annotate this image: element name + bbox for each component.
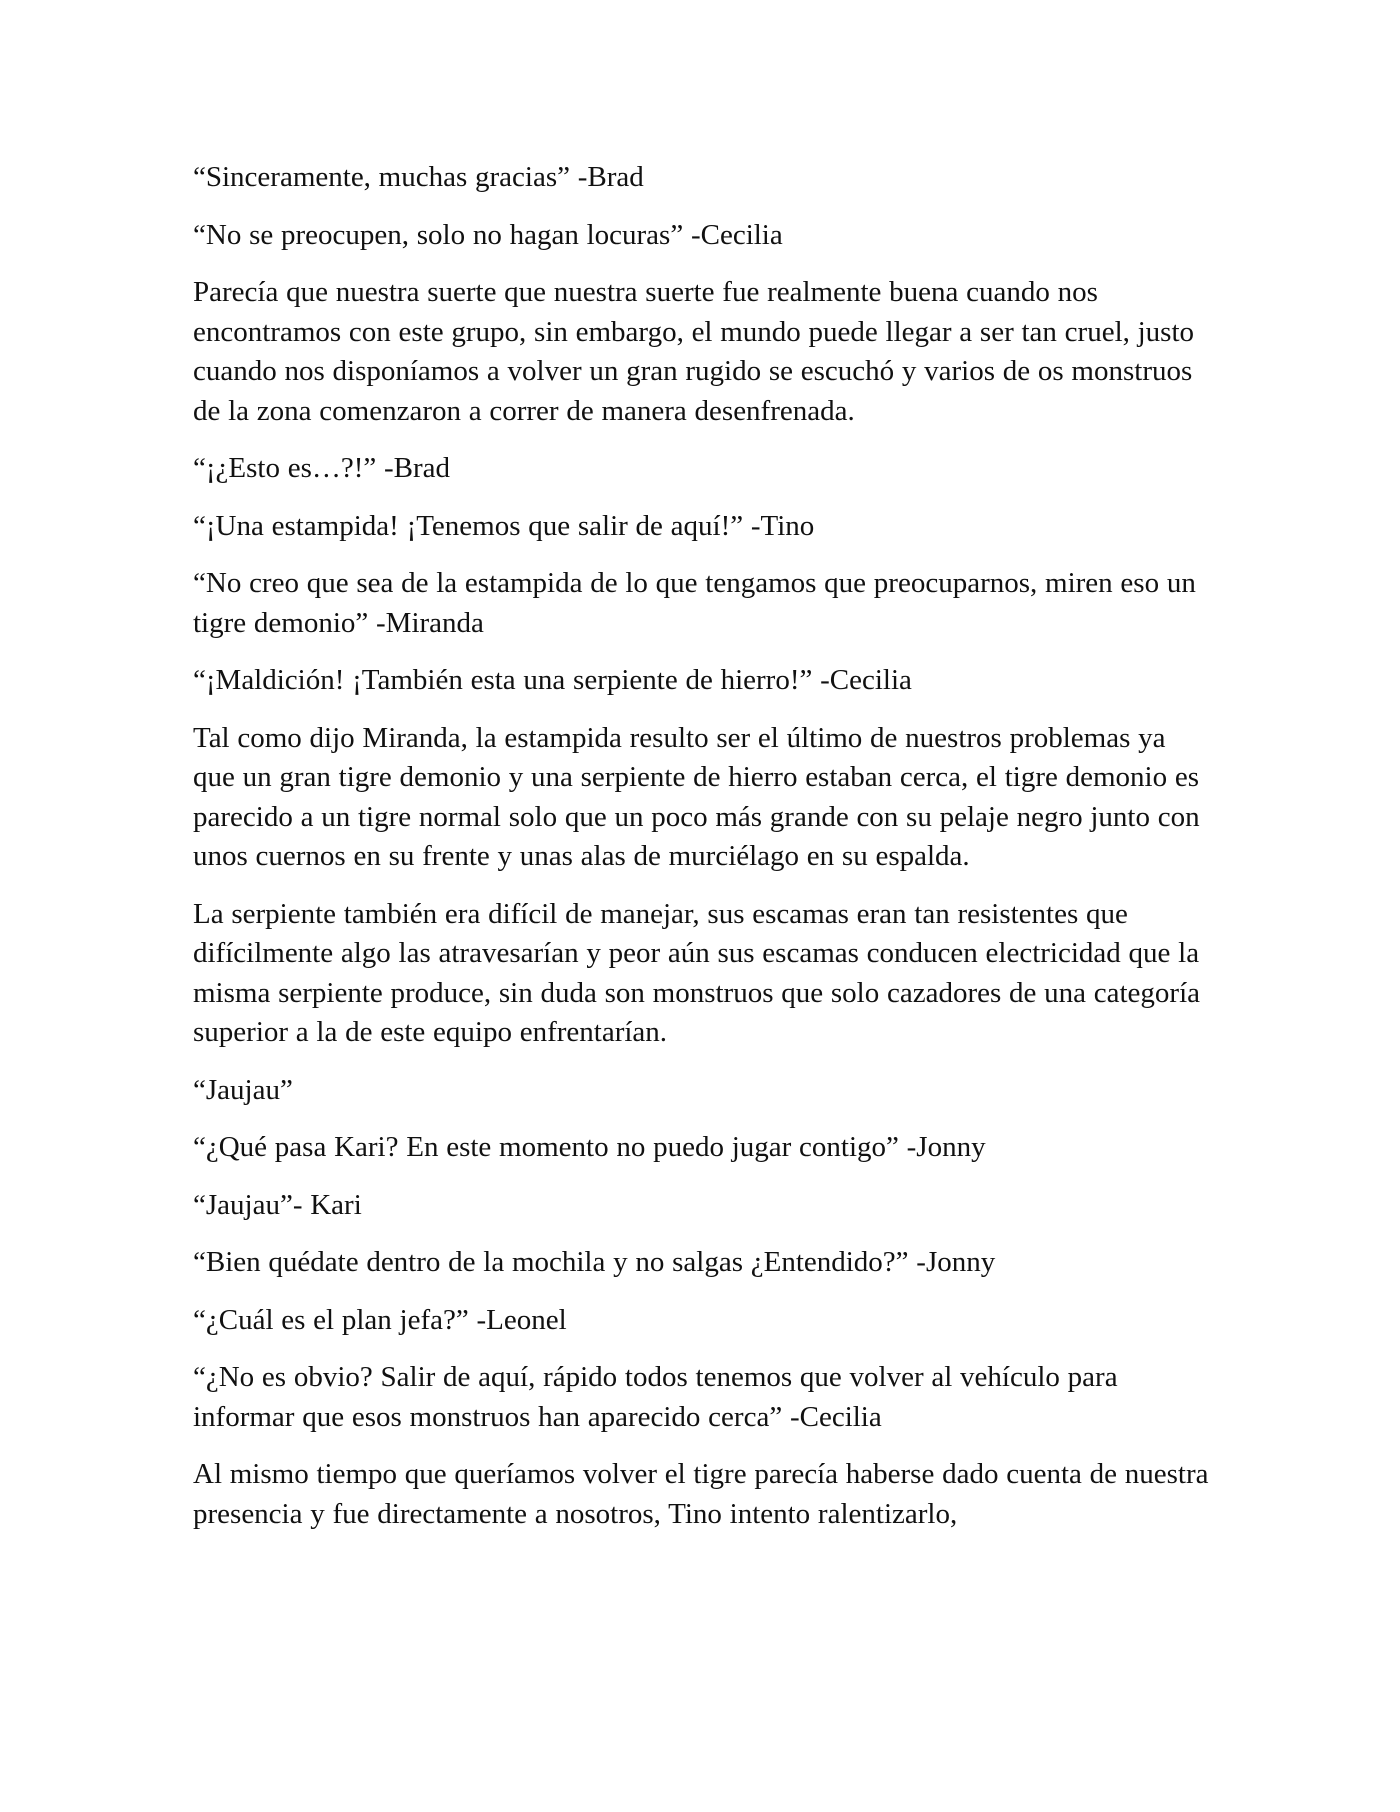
paragraph-10: “Jaujau” [193,1073,293,1106]
paragraph-7: “¡Maldición! ¡También esta una serpiente de hierro!” -Cecilia [193,664,912,696]
paragraph-3: Parecía que nuestra suerte que nuestra suerte fue realmente buena cuando nos encontramos con este grupo, sin embargo, el mundo puede llegar a ser tan cruel, justo cuando nos disponíamos a volver un gran rugido se escuchó y varios de os monstruos de la zona comenzaron a correr de manera desenfrenada. [193,276,1195,427]
paragraph-15: “¿No es obvio? Salir de aquí, rápido todos tenemos que volver al vehículo para informar que esos monstruos han aparecido cerca” -Cecilia [193,1361,1118,1433]
paragraph-8: Tal como dijo Miranda, la estampida resulto ser el último de nuestros problemas ya que un gran tigre demonio y una serpiente de hierro estaban cerca, el tigre demonio es parecido a un tigre normal solo que un poco más grande con su pelaje negro junto con unos cuernos en su frente y unas alas de murciélago en su espalda. [193,721,1200,872]
paragraph-13: “Bien quédate dentro de la mochila y no salgas ¿Entendido?” -Jonny [193,1246,996,1278]
document-page [193,158,1213,1552]
paragraph-9: La serpiente también era difícil de manejar, sus escamas eran tan resistentes que difícilmente algo las atravesarían y peor aún sus escamas conducen electricidad que la misma serpiente produce, sin duda son monstruos que solo cazadores de una categoría superior a la de este equipo enfrentarían. [193,897,1201,1048]
paragraph-2: “No se preocupen, solo no hagan locuras” -Cecilia [193,218,783,251]
paragraph-6: “No creo que sea de la estampida de lo que tengamos que preocuparnos, miren eso un tigre demonio” -Miranda [193,567,1196,639]
paragraph-11: “¿Qué pasa Kari? En este momento no puedo jugar contigo” -Jonny [193,1131,986,1163]
paragraph-1: “Sinceramente, muchas gracias” -Brad [193,161,644,193]
paragraph-4: “¡¿Esto es…?!” -Brad [193,452,451,484]
paragraph-16: Al mismo tiempo que queríamos volver el tigre parecía haberse dado cuenta de nuestra presencia y fue directamente a nosotros, Tino intento ralentizarlo, [193,1458,1209,1530]
paragraph-5: “¡Una estampida! ¡Tenemos que salir de aquí!” -Tino [193,509,815,542]
paragraph-12: “Jaujau”- Kari [193,1188,362,1221]
paragraph-14: “¿Cuál es el plan jefa?” -Leonel [193,1303,567,1336]
